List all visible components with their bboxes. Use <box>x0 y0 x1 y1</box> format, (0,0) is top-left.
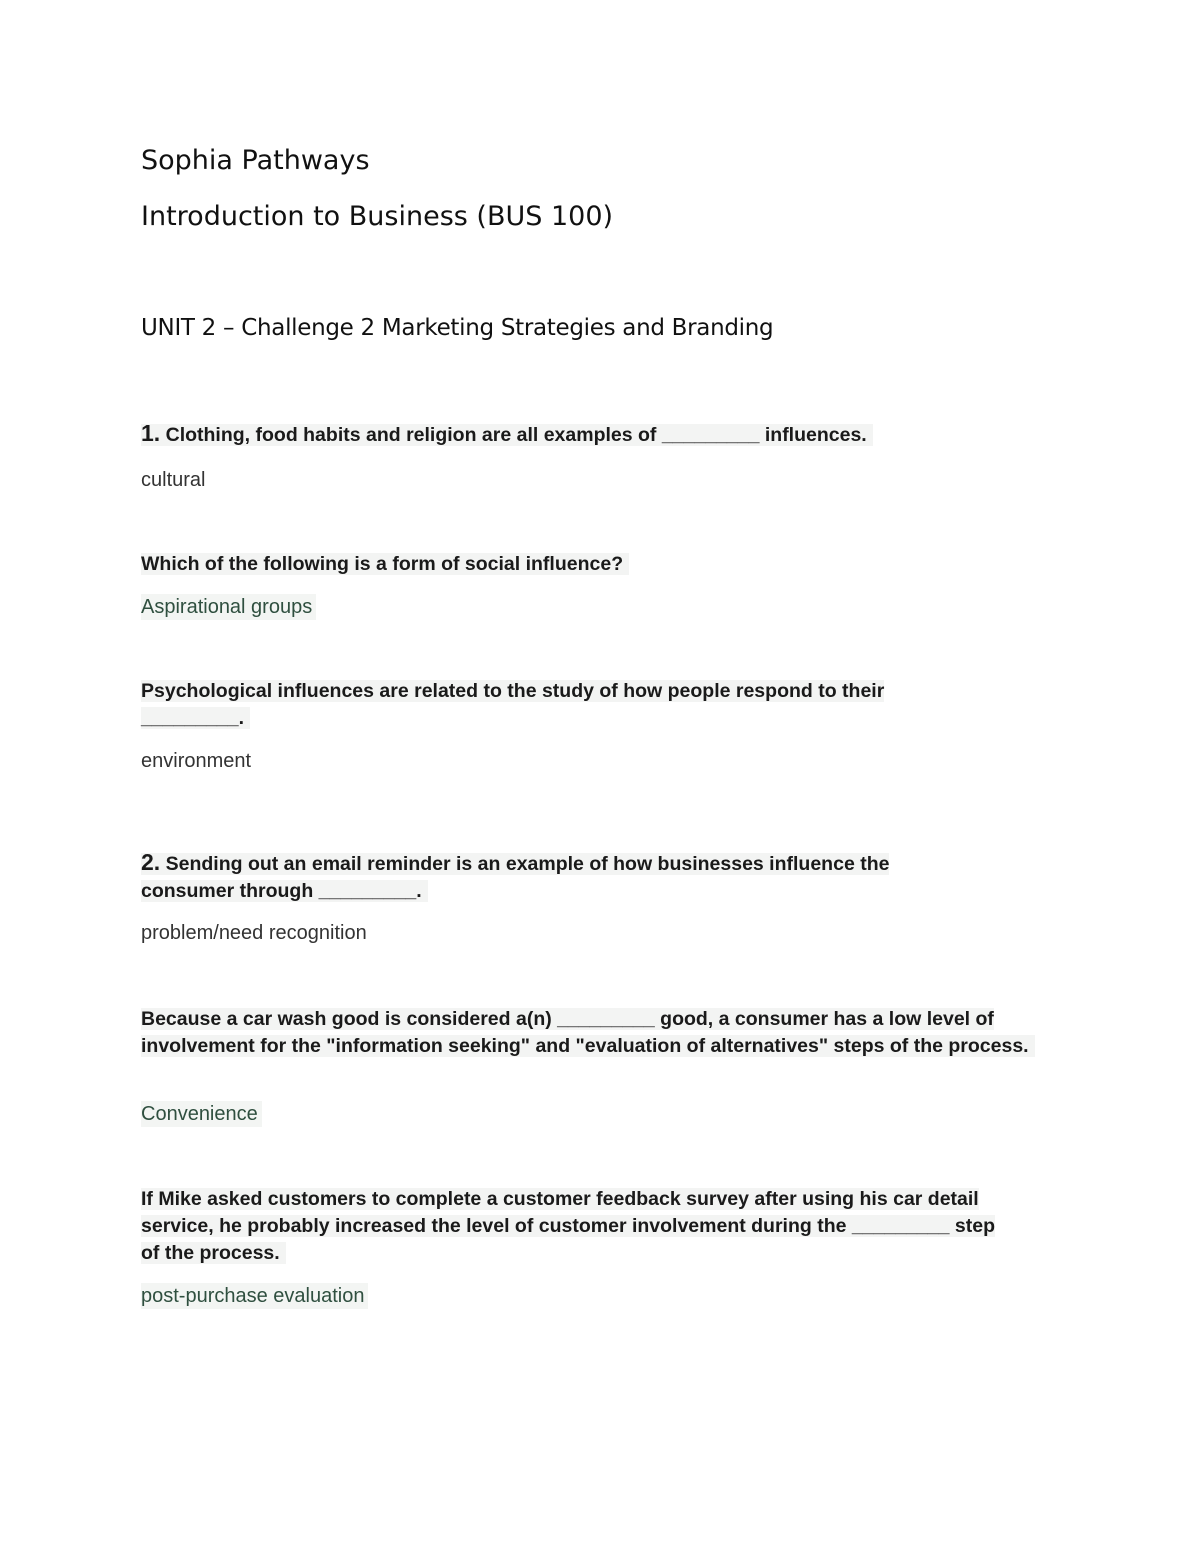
course-title: Introduction to Business (BUS 100) <box>141 201 614 232</box>
question-number: 2. <box>141 849 161 875</box>
answer-1: cultural <box>141 469 206 491</box>
question-highlight <box>141 1188 995 1264</box>
question-text: Because a car wash good is considered a(n) _________ good, a consumer has a low level of involvement for the "information seeking" and "evaluation of alternatives" steps of the process. <box>141 1008 1029 1057</box>
question-text: Psychological influences are related to the study of how people respond to their _________. <box>141 680 885 729</box>
question-text: If Mike asked customers to complete a customer feedback survey after using his car detail service, he probably increased the level of customer involvement during the _________ step of the process. <box>141 1188 996 1264</box>
question-highlight <box>141 553 629 575</box>
question-highlight <box>141 849 890 902</box>
question-5 <box>141 1006 1051 1060</box>
answer-5: Convenience <box>141 1101 262 1127</box>
question-text: Sending out an email reminder is an example of how businesses influence the consumer through _________. <box>141 853 890 902</box>
question-6 <box>141 1186 1011 1267</box>
answer-4: problem/need recognition <box>141 922 367 944</box>
answer-6: post-purchase evaluation <box>141 1283 368 1309</box>
answer-2: Aspirational groups <box>141 594 316 620</box>
question-highlight <box>141 680 884 729</box>
question-number: 1. <box>141 420 161 446</box>
question-text: Clothing, food habits and religion are all examples of _________ influences. <box>165 424 867 446</box>
document-title: Sophia Pathways <box>141 145 370 176</box>
answer-3: environment <box>141 750 252 772</box>
question-highlight <box>141 420 873 446</box>
question-3 <box>141 678 971 732</box>
question-1 <box>141 420 1061 449</box>
question-text: Which of the following is a form of social influence? <box>141 553 624 575</box>
question-4 <box>141 849 976 905</box>
unit-heading: UNIT 2 – Challenge 2 Marketing Strategies and Branding <box>141 315 774 341</box>
question-highlight <box>141 1008 1035 1057</box>
question-2 <box>141 551 1061 578</box>
